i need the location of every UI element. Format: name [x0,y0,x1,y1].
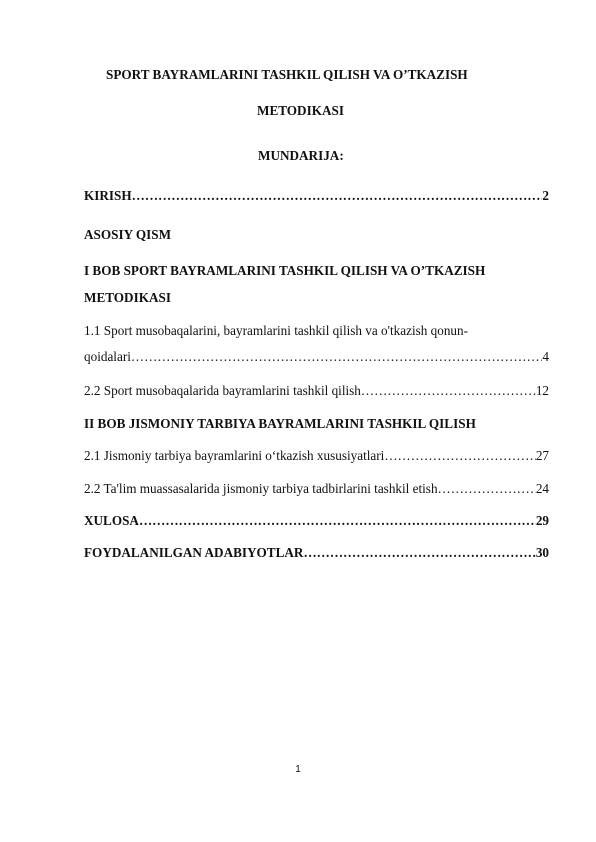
toc-chapter1-title-line2: METODIKASI [84,290,171,305]
toc-section-2-1 [84,448,549,464]
toc-entry-label: FOYDALANILGAN ADABIYOTLAR [84,545,304,560]
toc-entry-conclusion [84,513,549,529]
toc-page-number: 27 [535,448,549,463]
dot-leader [303,545,535,561]
document-title-line1: SPORT BAYRAMLARINI TASHKIL QILISH VA O’TKAZISH [106,67,468,82]
dot-leader [384,448,535,464]
toc-page-number: 2 [542,188,549,203]
toc-page-number: 24 [535,481,549,496]
toc-section-1-1-line1: 1.1 Sport musobaqalarini, bayramlarini tashkil qilish va o'tkazish qonun- [84,323,469,338]
contents-heading: MUNDARIJA: [258,148,344,163]
toc-entry-intro [84,188,549,204]
toc-page-number: 4 [542,349,549,364]
toc-entry-label: 2.1 Jismoniy tarbiya bayramlarini o‘tkazish xususiyatlari [84,448,385,463]
document-title-line2: METODIKASI [257,103,344,118]
toc-entry-label: KIRISH [84,188,132,203]
toc-entry-label: 2.2 Sport musobaqalarida bayramlarini tashkil qilish [84,383,361,398]
toc-chapter2-title: II BOB JISMONIY TARBIYA BAYRAMLARINI TASHKIL QILISH [84,416,476,431]
toc-entry-label: 2.2 Ta'lim muassasalarida jismoniy tarbiya tadbirlarini tashkil etish [84,481,438,496]
dot-leader [131,349,543,365]
page-number: 1 [295,764,301,775]
toc-chapter1-title-line1: I BOB SPORT BAYRAMLARINI TASHKIL QILISH VA O’TKAZISH [84,263,486,278]
toc-entry-label: XULOSA [84,513,139,528]
toc-page-number: 30 [535,545,549,560]
dot-leader [361,383,536,399]
toc-section-1-1 [84,349,549,365]
toc-section-2-2a [84,383,549,399]
toc-entry-label: qoidalari [84,349,131,364]
toc-main-part-heading: ASOSIY QISM [84,227,172,242]
toc-page-number: 29 [535,513,549,528]
dot-leader [139,513,536,529]
toc-entry-references [84,545,549,561]
toc-section-2-2b [84,481,549,497]
dot-leader [438,481,536,497]
dot-leader [132,188,543,204]
toc-page-number: 12 [535,383,549,398]
